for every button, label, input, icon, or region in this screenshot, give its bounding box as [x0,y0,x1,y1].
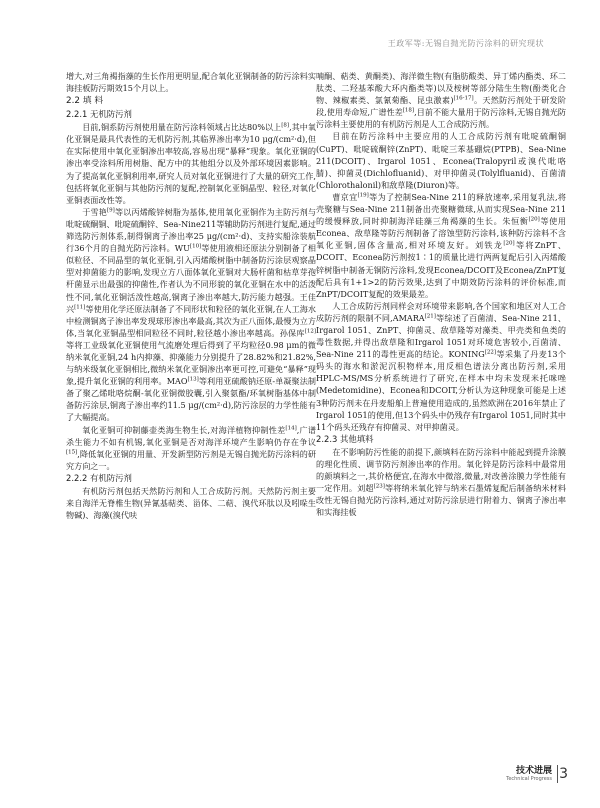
citation: [19] [357,192,369,199]
footer-divider [557,765,558,783]
citation: [8] [281,122,290,129]
citation: [11] [74,303,86,310]
citation: [23] [373,483,385,490]
paragraph-copper-biocides: 目前,铜系防污剂使用量在防污涂料领域占比达80%以上[8],其中氧化亚铜是最具代表性的无机防污剂,其临界渗出率为10 μg/(cm²·d),但在实际使用中氧化亚铜渗出率较高,容易出现“暴释”现象。氧化亚铜的渗出率受涂料所用树脂、配方中的其他组分以及外部环境因素影响。为了提高氧化亚铜利用率,研究人员对氧化亚铜进行了大量的研究工作,包括将氧化亚铜与其他防污剂的复配,控制氧化亚铜晶型、粒径,对氧化亚铜表面改性等。 [66,122,316,205]
citation: [12] [304,328,316,335]
journal-name: 技术进展 [515,766,552,776]
citation: [16-17] [453,95,474,102]
journal-name-en: Technical Progress [506,776,552,782]
paragraph-synthetic-biocides: 目前在防污涂料中主要应用的人工合成防污剂有吡啶硫酮铜(CuPT)、吡啶硫酮锌(ZnPT)、吡啶三苯基硼烷(PTPB)、Sea-Nine 211(DCOIT)、Irgarol 1051、Econea(Tralopyril或溴代吡咯腈)、抑菌灵(Dichlofluanid)、对甲抑菌灵(Tolylfluanid)、百菌清(Chlorothalonil)和敌草隆(Diuron)等。 [316,131,566,190]
page-number: 3 [559,766,568,782]
section-heading-2-2-3: 2.2.3 其他填料 [316,433,374,444]
citation: [20] [528,216,540,223]
intro-paragraph: 增大,对三角褐指藻的生长作用更明显,配合氧化亚铜制备的防污涂料实海挂板防污期效15个月以上。 [66,71,316,94]
paragraph-release-control: 曹京宜[19]等为了控制Sea-Nine 211的释放速率,采用复乳法,将壳聚糖与Sea-Nine 211制备出壳聚糖微球,从而实现Sea-Nine 211的缓慢释放,同时抑制海洋硅藻三角褐藻的生长。朱恒衡[20]等使用Econea、敌草隆等防污剂制备了溶蚀型防污涂料,该种防污涂料不含氧化亚铜,固体含量高,相对环境友好。刘铁龙[20]等将ZnPT、DCOIT、Econea防污剂按1∶1的质量比进行两两复配后引入丙烯酸锌树脂中制备无铜防污涂料,发现Econea/DCOIT及Econea/ZnPT复配后具有1+1>2的防污效果,达到了中期效防污涂料的评价标准,而ZnPT/DCOIT复配的效果最差。 [316,191,566,299]
paragraph-cuprous-oxide-studies: 于雪艳[9]等以丙烯酸锌树脂为基体,使用氧化亚铜作为主防污剂与吡啶硫酮铜、吡啶硫酮锌、Sea-Nine211等辅助防污剂进行复配,通过筛选防污剂体系,制得铜离子渗出率25 μg/(cm²·d)、支持实船涂装航行36个月的自抛光防污涂料。WU[10]等使用液相还原法分别制备了相似粒径、不同晶型的氧化亚铜,引入丙烯酸树脂中制备防污涂层观察晶型对抑菌能力的影响,发现立方八面体氧化亚铜对大肠杆菌和枯草芽孢杆菌显示出最强的抑菌性,作者认为不同形貌的氧化亚铜在水中的活泼性不同,氧化亚铜活泼性越高,铜离子渗出率越大,防污能力越强。王佳兴[11]等使用化学还原法制备了不同形状和粒径的氧化亚铜,在人工海水中检测铜离子渗出率发现球形渗出率最高,其次为正八面体,最慢为立方体,当氧化亚铜晶型相同粒径不同时,粒径越小渗出率越高。孙保库[12]等将工业级氧化亚铜使用气流磨处理后得到了平均粒径0.98 μm的微纳米氧化亚铜,24 h内抑藻、抑藻能力分别提升了28.82%和21.82%,与纳米级氧化亚铜相比,微纳米氧化亚铜渗出率更可控,可避免“暴释”现象,提升氧化亚铜的利用率。MAO[13]等利用亚硫酸钠还原-单凝聚法制备了聚乙烯吡咯烷酮-氧化亚铜微胶囊,引入聚氨酯/环氧树脂基体中制备防污涂层,铜离子渗出率约11.5 μg/(cm²·d),防污涂层的力学性能有了大幅提高。 [66,206,316,423]
citation: [10] [189,243,202,250]
page-footer [506,766,568,783]
right-column [316,70,566,518]
citation: [13] [187,376,199,383]
citation: [22] [484,349,497,356]
section-heading-2-2-1: 2.2.1 无机防污剂 [66,109,132,120]
citation: [21] [424,313,436,320]
citation: [15] [66,449,78,456]
citation: [18] [402,107,415,114]
running-header: 王政军等:无锡自抛光防污涂料的研究现状 [387,39,544,48]
paragraph-environmental-impact: 人工合成防污剂同样会对环境带来影响,各个国家和地区对人工合成防污剂的限制不同,AMARA[21]等综述了百菌清、Sea-Nine 211、Irgarol 1051、ZnPT、抑菌灵、敌草隆等对藻类、甲壳类和鱼类的毒性数据,并得出敌草隆和Irgarol 1051对环境危害较小,百菌清、Sea-Nine 211的毒性更高的结论。KONING[22]等采集了丹麦13个码头的海水和淤泥沉积物样本,用反相色谱法分离出防污剂,采用HPLC-MS/MS分析系统进行了研究,在样本中均未发现米托咪唑(Medetomidine)、Econea和DCOIT,分析认为这种现象可能是上述3种防污剂未在丹麦船舶上普遍使用造成的,虽然欧洲在2016年禁止了Irgarol 1051的使用,但13个码头中仍残存有Irgarol 1051,同时其中11个码头还残存有抑菌灵、对甲抑菌灵。 [316,300,566,432]
section-heading-2-2-2: 2.2.2 有机防污剂 [66,472,132,483]
paragraph-other-fillers: 在不影响防污性能的前提下,颜填料在防污涂料中能起到提升涂膜的理化性质、调节防污剂渗出率的作用。氧化锌是防污涂料中最常用的颜填料之一,其价格便宜,在海水中微溶,微量,对改善涂膜力学性能有一定作用。刘超[23]等将纳米氧化锌与纳米石墨烯复配后制备纳米材料改性无锡自抛光防污涂料,通过对防污涂层进行附着力、铜离子渗出率和实海挂板 [316,446,566,518]
citation: [14] [285,424,297,431]
citation: [9] [107,207,115,214]
paragraph-organic-biocides: 有机防污剂包括天然防污剂和人工合成防污剂。天然防污剂主要来自海洋无脊椎生物(异氰基萜类、甾体、二萜、溴代环肽以及吲哚生物碱)、海藻(溴代呋 [66,485,316,521]
left-column [66,70,316,521]
paragraph-cuprous-oxide-limits: 氧化亚铜可抑制藤壶类海生物生长,对海洋植物抑制性差[14],广谱杀生能力不如有机锡,氧化亚铜是否对海洋环境产生影响仍存在争议[15],降低氧化亚铜的用量、开发新型防污剂是无锡自抛光防污涂料的研究方向之一。 [66,424,316,471]
paragraph-natural-biocides: 喃酮、萜类、黄酮类)、海洋微生物(有脂肪酸类、异丁烯内酯类、环二肽类、二羟基苯酸大环内酯类等)以及桉树等部分陆生生物(酚类化合物、辣椒素类、氯氰菊酯、昆虫激素)[16-17]。天然防污剂处于研发阶段,使用寿命短,广谱性差[18],目前不能大量用于防污涂料,无锡自抛光防污涂料主要使用的有机防污剂是人工合成防污剂。 [316,71,566,130]
citation: [20] [503,240,515,247]
section-heading-2-2: 2.2 填 料 [66,96,104,107]
